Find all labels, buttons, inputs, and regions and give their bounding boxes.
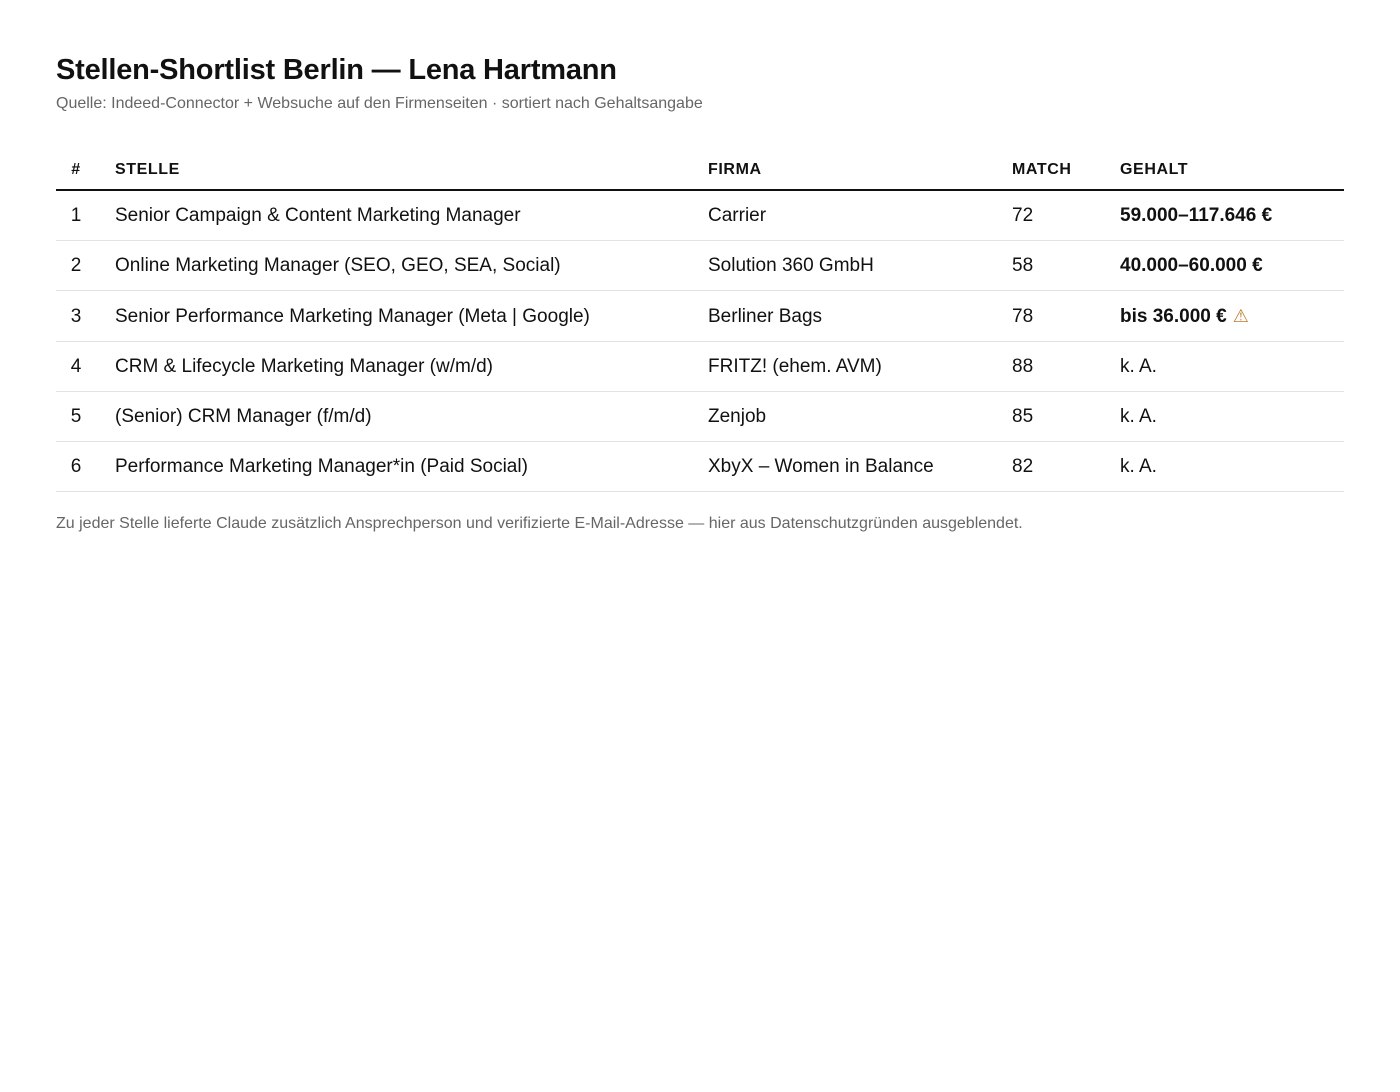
cell-gehalt [1120,342,1344,392]
cell-stelle-text: Online Marketing Manager (SEO, GEO, SEA, Social) [115,255,561,276]
cell-gehalt-text: k. A. [1120,406,1157,427]
table-row [56,291,1344,342]
cell-stelle-text: (Senior) CRM Manager (f/m/d) [115,406,372,427]
table-body [56,190,1344,492]
cell-firma-text: Carrier [708,205,767,226]
cell-match-text: 85 [1012,406,1034,427]
cell-gehalt-text: bis 36.000 € [1120,306,1227,327]
cell-stelle [96,392,708,442]
footnote: Zu jeder Stelle lieferte Claude zusätzlich Ansprechperson und verifizierte E-Mail-Adresse — hier aus Datenschutzgründen ausgeblendet. [56,515,1023,532]
cell-stelle-text: Senior Performance Marketing Manager (Meta | Google) [115,305,590,327]
cell-gehalt-text: k. A. [1120,456,1157,477]
cell-match-text: 58 [1012,255,1034,276]
cell-gehalt [1120,190,1344,241]
cell-num [56,190,96,241]
cell-match-text: 88 [1012,356,1034,377]
cell-match-text: 72 [1012,205,1034,226]
table-row [56,392,1344,442]
cell-firma [708,241,1012,291]
column-header-firma: FIRMA [708,149,1012,190]
cell-firma [708,342,1012,392]
cell-num [56,241,96,291]
page [0,0,1400,535]
cell-stelle [96,190,708,241]
cell-match [1012,392,1120,442]
cell-num [56,291,96,342]
table-row [56,241,1344,291]
cell-num-text: 1 [70,205,82,226]
cell-stelle [96,241,708,291]
column-header-match: MATCH [1012,149,1120,190]
cell-gehalt-text: k. A. [1120,356,1157,377]
cell-firma [708,190,1012,241]
cell-num-text: 4 [70,356,82,377]
cell-stelle [96,291,708,342]
page-title: Stellen-Shortlist Berlin — Lena Hartmann [56,54,617,86]
cell-num [56,342,96,392]
cell-num [56,392,96,442]
cell-gehalt [1120,241,1344,291]
column-header-num: # [56,149,96,190]
cell-num-text: 3 [70,305,82,327]
cell-match-text: 78 [1012,305,1034,327]
cell-match [1012,241,1120,291]
warning-icon: ⚠ [1232,306,1249,326]
shortlist-table [56,149,1344,492]
cell-match-text: 82 [1012,456,1034,477]
page-subtitle: Quelle: Indeed-Connector + Websuche auf den Firmenseiten · sortiert nach Gehaltsangabe [56,95,703,112]
cell-match [1012,442,1120,492]
table-row [56,190,1344,241]
cell-gehalt-text: 40.000–60.000 € [1120,255,1263,276]
cell-match [1012,291,1120,342]
cell-firma [708,392,1012,442]
cell-num-text: 5 [70,406,82,427]
cell-firma [708,291,1012,342]
cell-num-text: 6 [70,456,82,477]
cell-gehalt [1120,291,1344,342]
cell-num-text: 2 [70,255,82,276]
cell-firma-text: Solution 360 GmbH [708,255,874,276]
column-header-gehalt: GEHALT [1120,149,1344,190]
table-row [56,342,1344,392]
cell-stelle-text: Senior Campaign & Content Marketing Manager [115,205,521,226]
cell-stelle [96,442,708,492]
cell-match [1012,342,1120,392]
cell-firma-text: Zenjob [708,406,767,427]
cell-stelle-text: Performance Marketing Manager*in (Paid Social) [115,456,528,477]
cell-gehalt [1120,442,1344,492]
cell-stelle [96,342,708,392]
cell-gehalt-text: 59.000–117.646 € [1120,205,1273,226]
cell-gehalt [1120,392,1344,442]
cell-num [56,442,96,492]
table-row [56,442,1344,492]
column-header-stelle: STELLE [96,149,708,190]
table-header-row [56,149,1344,190]
cell-firma-text: FRITZ! (ehem. AVM) [708,356,882,377]
cell-firma-text: Berliner Bags [708,305,823,327]
cell-firma [708,442,1012,492]
cell-stelle-text: CRM & Lifecycle Marketing Manager (w/m/d) [115,356,493,377]
cell-match [1012,190,1120,241]
cell-firma-text: XbyX – Women in Balance [708,456,934,477]
